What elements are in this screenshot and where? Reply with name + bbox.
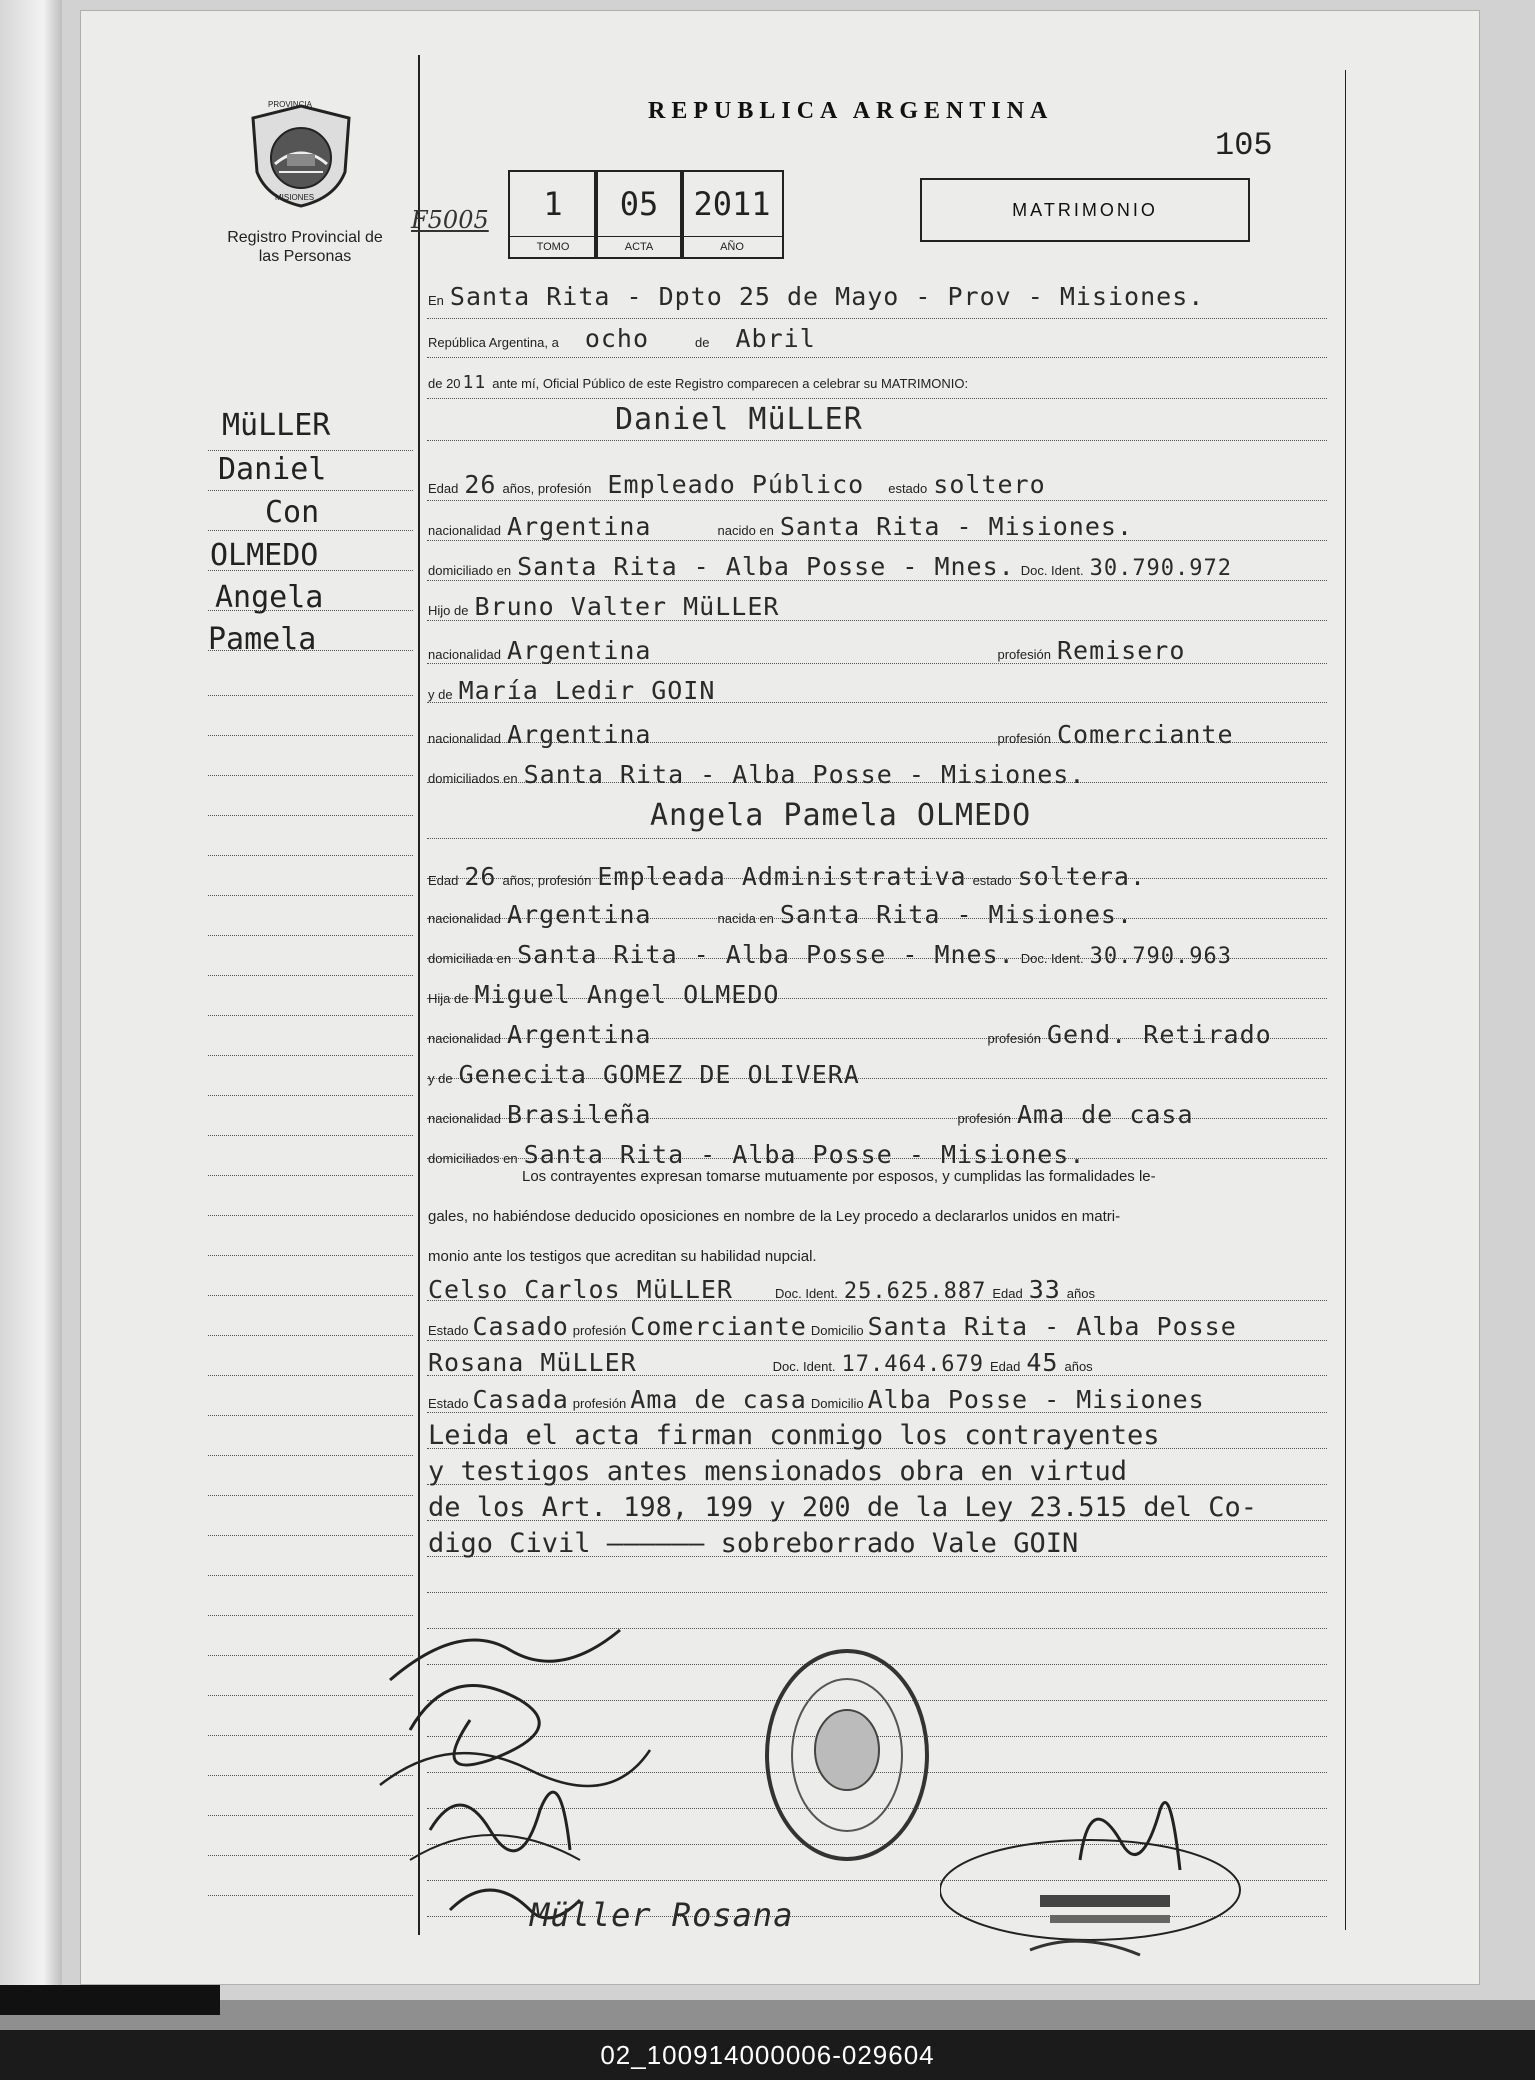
closing-line-4: digo Civil —————— sobreborrado Vale GOIN xyxy=(428,1528,1079,1559)
groom-parents-address-row xyxy=(428,760,1085,789)
en-label: En xyxy=(428,293,444,308)
witness-1-details-row xyxy=(428,1312,1237,1341)
witness-1-row xyxy=(428,1275,1095,1304)
groom-parents-address: Santa Rita - Alba Posse - Misiones. xyxy=(523,760,1086,789)
tomo-value: 1 xyxy=(510,172,596,237)
witness-2-name: Rosana MüLLER xyxy=(428,1348,637,1377)
groom-birthplace: Santa Rita - Misiones. xyxy=(779,512,1134,541)
year-prefix: de 20 xyxy=(428,376,461,391)
bride-father: Miguel Angel OLMEDO xyxy=(474,980,780,1009)
groom-age: 26 xyxy=(464,470,497,499)
margin-rule xyxy=(208,975,413,976)
closing-line-2: y testigos antes mensionados obra en virtud xyxy=(428,1456,1127,1487)
margin-rule xyxy=(208,695,413,696)
bride-nacionalidad-label: nacionalidad xyxy=(428,911,502,926)
witness-2-profession: Ama de casa xyxy=(630,1385,807,1414)
de-label: de xyxy=(695,335,710,350)
margin-rule xyxy=(208,1095,413,1096)
margin-rule xyxy=(208,1255,413,1256)
margin-con: Con xyxy=(265,495,320,530)
groom-nacionalidad-label: nacionalidad xyxy=(428,523,502,538)
right-frame-line xyxy=(1345,70,1346,1930)
margin-rule xyxy=(208,735,413,736)
bride-father-nat-label: nacionalidad xyxy=(428,1031,502,1046)
form-rule xyxy=(427,398,1327,399)
ano-value: 2011 xyxy=(682,172,782,237)
witness-2-doc-label: Doc. Ident. xyxy=(772,1359,836,1374)
witness-2-domicilio-label: Domicilio xyxy=(810,1396,864,1411)
acta-value: 05 xyxy=(596,172,682,237)
declaration-line-3: monio ante los testigos que acreditan su habilidad nupcial. xyxy=(428,1248,817,1265)
groom-nationality: Argentina xyxy=(507,512,652,541)
groom-mother-nat-row: nacionalidad Argentina profesión Comerciante xyxy=(428,720,1234,749)
witness-2-doc: 17.464.679 xyxy=(841,1352,984,1377)
bride-mother: Genecita GOMEZ DE OLIVERA xyxy=(458,1060,860,1089)
witness-1-name: Celso Carlos MüLLER xyxy=(428,1275,733,1304)
witness-2-edad-label: Edad xyxy=(990,1359,1021,1374)
witness-1-age: 33 xyxy=(1028,1275,1061,1304)
witness-1-doc: 25.625.887 xyxy=(843,1279,987,1304)
margin-rule xyxy=(208,1215,413,1216)
tomo-label: TOMO xyxy=(536,241,570,253)
ano-label: AÑO xyxy=(720,241,744,253)
margin-rule xyxy=(208,1535,413,1536)
ano-box xyxy=(680,170,784,259)
witness-1-status: Casado xyxy=(472,1312,569,1341)
witness-1-profession: Comerciante xyxy=(630,1312,807,1341)
groom-father-nationality: Argentina xyxy=(507,636,652,665)
margin-rule xyxy=(208,1015,413,1016)
bride-parents-address: Santa Rita - Alba Posse - Misiones. xyxy=(523,1140,1086,1169)
margin-groom-surname: MüLLER xyxy=(222,408,331,443)
groom-age-row xyxy=(428,470,1046,499)
groom-parents-domicile-label: domiciliados en xyxy=(428,771,518,786)
year-suffix: 11 xyxy=(462,372,487,393)
groom-mother-profession: Comerciante xyxy=(1056,720,1234,749)
groom-father-nat-label: nacionalidad xyxy=(428,647,502,662)
groom-full-name: Daniel MüLLER xyxy=(615,402,863,437)
margin-rule xyxy=(208,1295,413,1296)
tomo-box xyxy=(508,170,598,259)
witness-signature: Müller Rosana xyxy=(530,1896,794,1934)
closing-line-3: de los Art. 198, 199 y 200 de la Ley 23.515 del Co- xyxy=(428,1492,1258,1523)
witness-2-details-row xyxy=(428,1385,1205,1414)
groom-profession: Empleado Público xyxy=(607,470,865,499)
day-value: ocho xyxy=(584,324,650,353)
groom-civil-status: soltero xyxy=(933,470,1046,499)
margin-rule xyxy=(208,1495,413,1496)
bride-mother-nat-label: nacionalidad xyxy=(428,1111,502,1126)
country-heading: REPUBLICA ARGENTINA xyxy=(648,98,1054,124)
witness-1-profesion-label: profesión xyxy=(572,1323,627,1338)
bride-full-name: Angela Pamela OLMEDO xyxy=(650,798,1032,833)
bride-profession: Empleada Administrativa xyxy=(597,862,967,891)
margin-rule xyxy=(208,1335,413,1336)
witness-1-anos-label: años xyxy=(1066,1286,1095,1301)
republica-label: República Argentina, a xyxy=(428,335,559,350)
groom-father-label: Hijo de xyxy=(428,603,469,618)
bride-father-label: Hija de xyxy=(428,991,469,1006)
document-type-box: MATRIMONIO xyxy=(920,178,1250,242)
bride-doc-number: 30.790.963 xyxy=(1089,944,1233,969)
witness-2-status: Casada xyxy=(472,1385,569,1414)
form-rule xyxy=(427,1592,1327,1593)
bride-nationality-row xyxy=(428,900,1133,929)
registry-name: Registro Provincial de las Personas xyxy=(227,229,383,265)
bride-edad-label: Edad xyxy=(428,873,459,888)
margin-rule xyxy=(208,1575,413,1576)
bride-mother-label: y de xyxy=(428,1071,453,1086)
place-value: Santa Rita - Dpto 25 de Mayo - Prov - Misiones. xyxy=(449,282,1205,311)
bride-mother-row xyxy=(428,1060,860,1089)
margin-rule xyxy=(208,490,413,491)
groom-father-row xyxy=(428,592,779,621)
margin-rule xyxy=(208,1455,413,1456)
year-row xyxy=(428,372,968,393)
date-row xyxy=(428,324,816,353)
bride-father-nationality: Argentina xyxy=(507,1020,652,1049)
groom-domicilio-label: domiciliado en xyxy=(428,563,512,578)
margin-rule xyxy=(208,450,413,451)
margin-rule xyxy=(208,1135,413,1136)
margin-rule xyxy=(208,1055,413,1056)
acta-box xyxy=(594,170,684,259)
witness-2-estado-label: Estado xyxy=(428,1396,469,1411)
margin-bride-name1: Angela xyxy=(215,580,324,615)
bride-domicilio-label: domiciliada en xyxy=(428,951,512,966)
bride-age: 26 xyxy=(464,862,497,891)
witness-1-edad-label: Edad xyxy=(992,1286,1023,1301)
witness-2-anos-label: años xyxy=(1064,1359,1093,1374)
margin-rule xyxy=(208,935,413,936)
bride-doc-label: Doc. Ident. xyxy=(1020,951,1084,966)
witness-2-age: 45 xyxy=(1026,1348,1059,1377)
bride-father-profession: Gend. Retirado xyxy=(1046,1020,1272,1049)
bride-civil-status: soltera. xyxy=(1017,862,1147,891)
margin-rule xyxy=(208,1415,413,1416)
book-binding xyxy=(0,0,62,2000)
form-rule xyxy=(427,838,1327,839)
margin-groom-name: Daniel xyxy=(218,452,327,487)
groom-father: Bruno Valter MüLLER xyxy=(474,592,780,621)
compareceran-text: ante mí, Oficial Público de este Registro comparecen a celebrar su MATRIMONIO: xyxy=(492,376,969,391)
bride-parents-domicile-label: domiciliados en xyxy=(428,1151,518,1166)
bride-mother-nationality: Brasileña xyxy=(507,1100,652,1129)
groom-mother-row xyxy=(428,676,715,705)
page-number: 105 xyxy=(1215,127,1273,164)
bride-father-nat-row: nacionalidad Argentina profesión Gend. Retirado xyxy=(428,1020,1272,1049)
groom-edad-label: Edad xyxy=(428,481,459,496)
bride-mother-nat-row: nacionalidad Brasileña profesión Ama de casa xyxy=(428,1100,1194,1129)
groom-nacido-label: nacido en xyxy=(717,523,774,538)
form-rule xyxy=(427,357,1327,358)
groom-estado-label: estado xyxy=(888,481,928,496)
bride-birthplace: Santa Rita - Misiones. xyxy=(779,900,1134,929)
bride-address: Santa Rita - Alba Posse - Mnes. xyxy=(517,940,1015,969)
bride-profesion-label: años, profesión xyxy=(502,873,592,888)
declaration-line-1: Los contrayentes expresan tomarse mutuamente por esposos, y cumplidas las formalidades le- xyxy=(522,1168,1156,1185)
acta-label: ACTA xyxy=(624,241,654,253)
margin-rule xyxy=(208,855,413,856)
folio-mark: F5005 xyxy=(411,206,489,234)
declaration-line-2: gales, no habiéndose deducido oposiciones en nombre de la Ley procedo a declararlos unidos en matri- xyxy=(428,1208,1121,1225)
bride-parents-address-row xyxy=(428,1140,1085,1169)
form-rule xyxy=(427,318,1327,319)
witness-1-domicilio-label: Domicilio xyxy=(810,1323,864,1338)
groom-mother-nat-label: nacionalidad xyxy=(428,731,502,746)
place-row xyxy=(428,282,1204,311)
contrayentes-signatures xyxy=(370,1610,670,1945)
groom-address: Santa Rita - Alba Posse - Mnes. xyxy=(517,552,1015,581)
bride-nationality: Argentina xyxy=(507,900,652,929)
month-value: Abril xyxy=(735,324,816,353)
groom-nationality-row xyxy=(428,512,1133,541)
bride-father-row xyxy=(428,980,779,1009)
groom-father-profession: Remisero xyxy=(1056,636,1186,665)
bride-estado-label: estado xyxy=(972,873,1012,888)
form-rule xyxy=(427,440,1327,441)
groom-doc-number: 30.790.972 xyxy=(1089,556,1233,581)
bride-address-row xyxy=(428,940,1232,969)
logo-text-top: PROVINCIA xyxy=(268,100,313,109)
groom-father-nat-row: nacionalidad Argentina profesión Remisero xyxy=(428,636,1186,665)
witness-1-address: Santa Rita - Alba Posse xyxy=(867,1312,1237,1341)
groom-mother-label: y de xyxy=(428,687,453,702)
groom-doc-label: Doc. Ident. xyxy=(1020,563,1084,578)
margin-bride-surname: OLMEDO xyxy=(210,538,319,573)
bride-nacida-label: nacida en xyxy=(717,911,774,926)
margin-rule xyxy=(208,815,413,816)
logo-text-bottom: MISIONES xyxy=(275,193,315,202)
image-id-footer: 02_100914000006-029604 xyxy=(0,2030,1535,2080)
scan-black-strip xyxy=(0,1985,220,2015)
margin-rule xyxy=(208,775,413,776)
witness-1-estado-label: Estado xyxy=(428,1323,469,1338)
bride-mother-profession: Ama de casa xyxy=(1016,1100,1194,1129)
witness-1-doc-label: Doc. Ident. xyxy=(774,1286,838,1301)
closing-line-1: Leida el acta firman conmigo los contrayentes xyxy=(428,1420,1160,1451)
groom-mother: María Ledir GOIN xyxy=(458,676,716,705)
official-seal xyxy=(762,1645,932,1870)
witness-2-row xyxy=(428,1348,1093,1377)
margin-rule xyxy=(208,1375,413,1376)
groom-address-row xyxy=(428,552,1232,581)
margin-rule xyxy=(208,1175,413,1176)
margin-rule xyxy=(208,895,413,896)
official-signature xyxy=(940,1730,1260,1985)
witness-2-profesion-label: profesión xyxy=(572,1396,627,1411)
margin-bride-name2: Pamela xyxy=(208,622,317,657)
form-rule xyxy=(427,500,1327,501)
bride-age-row xyxy=(428,862,1146,891)
groom-mother-nationality: Argentina xyxy=(507,720,652,749)
margin-rule xyxy=(208,530,413,531)
groom-profesion-label: años, profesión xyxy=(502,481,592,496)
witness-2-address: Alba Posse - Misiones xyxy=(867,1385,1205,1414)
